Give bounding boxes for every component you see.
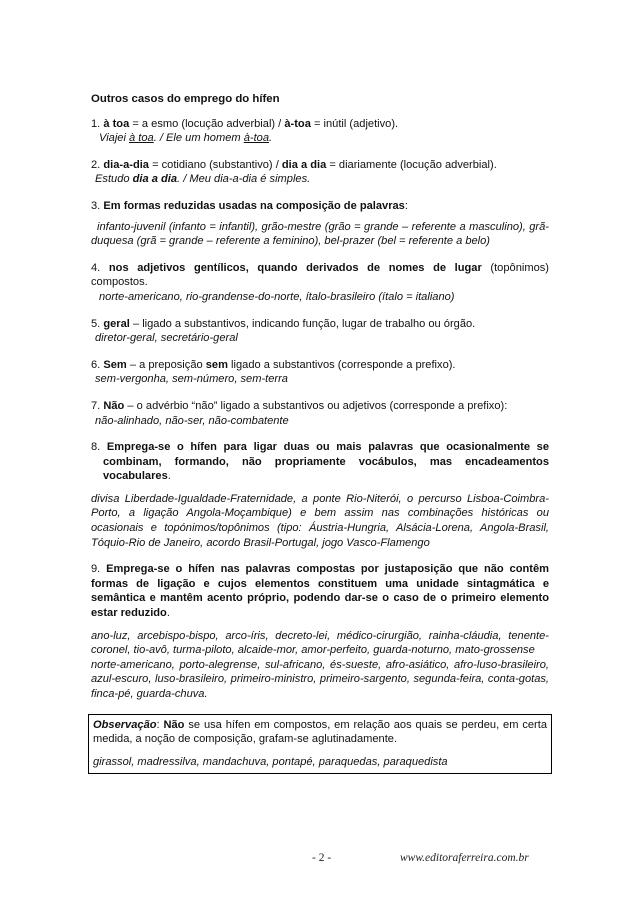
example-text: . / Meu dia-a-dia é simples. [177, 173, 311, 186]
item-6-text [91, 358, 549, 373]
item-3 [91, 199, 549, 249]
punctuation: . [166, 607, 170, 620]
rule-heading: Emprega-se o hífen para ligar duas ou mais palavras que ocasionalmente se combinam, formando, não propriamente vocábulos, mas encadeamentos vocabulares [103, 441, 549, 483]
term: geral [103, 317, 130, 330]
example-term: dia a dia [132, 173, 178, 186]
rule-heading: Em formas reduzidas usadas na composição de palavras [103, 199, 405, 212]
example-text: Estudo [95, 173, 133, 186]
document-page [91, 92, 549, 774]
observation-box [88, 714, 552, 775]
term: à toa [103, 117, 130, 130]
term: dia-a-dia [103, 158, 149, 171]
observation-body: se usa hífen em compostos, em relação aos quais se perdeu, em certa medida, a noção de composição, grafam-se aglutinadamente. [93, 718, 547, 746]
item-8-text [91, 440, 549, 484]
rule-text: – o advérbio “não” ligado a substantivos ou adjetivos (corresponde a prefixo): [124, 399, 508, 412]
item-6 [91, 358, 549, 387]
example-term: à toa [129, 132, 154, 145]
rule-heading: nos adjetivos gentílicos, quando derivados de nomes de lugar [108, 261, 482, 274]
item-number: 9. [91, 563, 101, 576]
example-text: . [269, 132, 273, 145]
item-number: 2. [91, 158, 101, 171]
punctuation: . [167, 470, 171, 483]
item-number: 8. [91, 441, 101, 454]
item-number: 5. [91, 317, 101, 330]
item-2-example [91, 172, 549, 187]
item-4 [91, 261, 549, 305]
rule-text: – ligado a substantivos, indicando função, lugar de trabalho ou órgão. [129, 317, 476, 330]
item-3-example: infanto-juvenil (infanto = infantil), grão-mestre (grão = grande – referente a masculino), grã-duquesa (grã = grande – referente a feminino), bel-prazer (bel = referente a belo) [91, 220, 549, 248]
rule-text: – a preposição [126, 358, 206, 371]
item-2 [91, 158, 549, 187]
item-5-example: diretor-geral, secretário-geral [95, 332, 238, 345]
item-number: 7. [91, 399, 101, 412]
definition: = inútil (adjetivo). [310, 117, 399, 130]
observation-label: Observação [93, 718, 157, 731]
rule-text: (topônimos) compostos. [91, 261, 549, 289]
term: sem [205, 358, 228, 371]
punctuation: : [156, 718, 164, 731]
item-1-text [91, 117, 549, 132]
item-4-example: norte-americano, rio-grandense-do-norte, ítalo-brasileiro (ítalo = italiano) [99, 290, 455, 303]
item-7-text [91, 399, 549, 414]
item-9 [91, 562, 549, 701]
punctuation: : [404, 199, 408, 212]
item-9-text [91, 562, 549, 620]
item-1-example [91, 131, 549, 146]
rule-text: ligado a substantivos (corresponde a prefixo). [227, 358, 456, 371]
section-title: Outros casos do emprego do hífen [91, 93, 280, 105]
item-6-example: sem-vergonha, sem-número, sem-terra [95, 373, 288, 386]
term: dia a dia [281, 158, 327, 171]
item-8 [91, 440, 549, 550]
item-5-text [91, 317, 549, 332]
item-number: 3. [91, 199, 101, 212]
item-8-example: divisa Liberdade-Igualdade-Fraternidade, a ponte Rio-Niterói, o percurso Lisboa-Coimbra-Porto, a ligação Angola-Moçambique) e bem assim nas combinações históricas ou ocasionais e topónimos/topônimos (tipo: Áustria-Hungria, Alsácia-Lorena, Angola-Brasil, Tóquio-Rio de Janeiro, acordo Brasil-Portugal, jogo Vasco-Flamengo [91, 492, 549, 549]
item-2-text [91, 158, 549, 173]
rule-heading: Emprega-se o hífen nas palavras compostas por justaposição que não contêm formas de ligação e cujos elementos constituem uma unidade sintagmática e semântica e mantêm acento próprio, podendo dar-se o caso de o primeiro elemento estar reduzido [91, 563, 549, 620]
item-7 [91, 399, 549, 428]
item-4-text [91, 261, 549, 290]
term: Não [103, 399, 125, 412]
item-1 [91, 117, 549, 146]
item-number: 1. [91, 117, 101, 130]
item-9-example-1: ano-luz, arcebispo-bispo, arco-íris, decreto-lei, médico-cirurgião, rainha-cláudia, tenente-coronel, tio-avô, turma-piloto, alcaide-mor, amor-perfeito, guarda-noturno, mato-grossense [91, 629, 549, 657]
page-number: - 2 - [312, 852, 332, 864]
item-3-text [91, 199, 549, 214]
term: à-toa [284, 117, 311, 130]
observation-example: girassol, madressilva, mandachuva, pontapé, paraquedas, paraquedista [93, 755, 448, 768]
item-7-example: não-alinhado, não-ser, não-combatente [95, 414, 289, 427]
definition: = cotidiano (substantivo) / [148, 158, 282, 171]
example-text: Viajei [99, 132, 130, 145]
item-9-example-2: norte-americano, porto-alegrense, sul-africano, és-sueste, afro-asiático, afro-luso-brasileiro, azul-escuro, luso-brasileiro, primeiro-ministro, primeiro-sargento, segunda-feira, conta-gotas, finca-pé, guarda-chuva. [91, 658, 549, 700]
example-text: . / Ele um homem [153, 132, 244, 145]
term: Sem [103, 358, 127, 371]
example-term: à-toa [243, 132, 270, 145]
observation-text [93, 718, 547, 747]
footer-url: www.editoraferreira.com.br [400, 852, 529, 864]
item-5 [91, 317, 549, 346]
term: Não [163, 718, 185, 731]
item-number: 4. [91, 261, 101, 274]
item-number: 6. [91, 358, 101, 371]
definition: = a esmo (locução adverbial) / [129, 117, 285, 130]
definition: = diariamente (locução adverbial). [326, 158, 497, 171]
